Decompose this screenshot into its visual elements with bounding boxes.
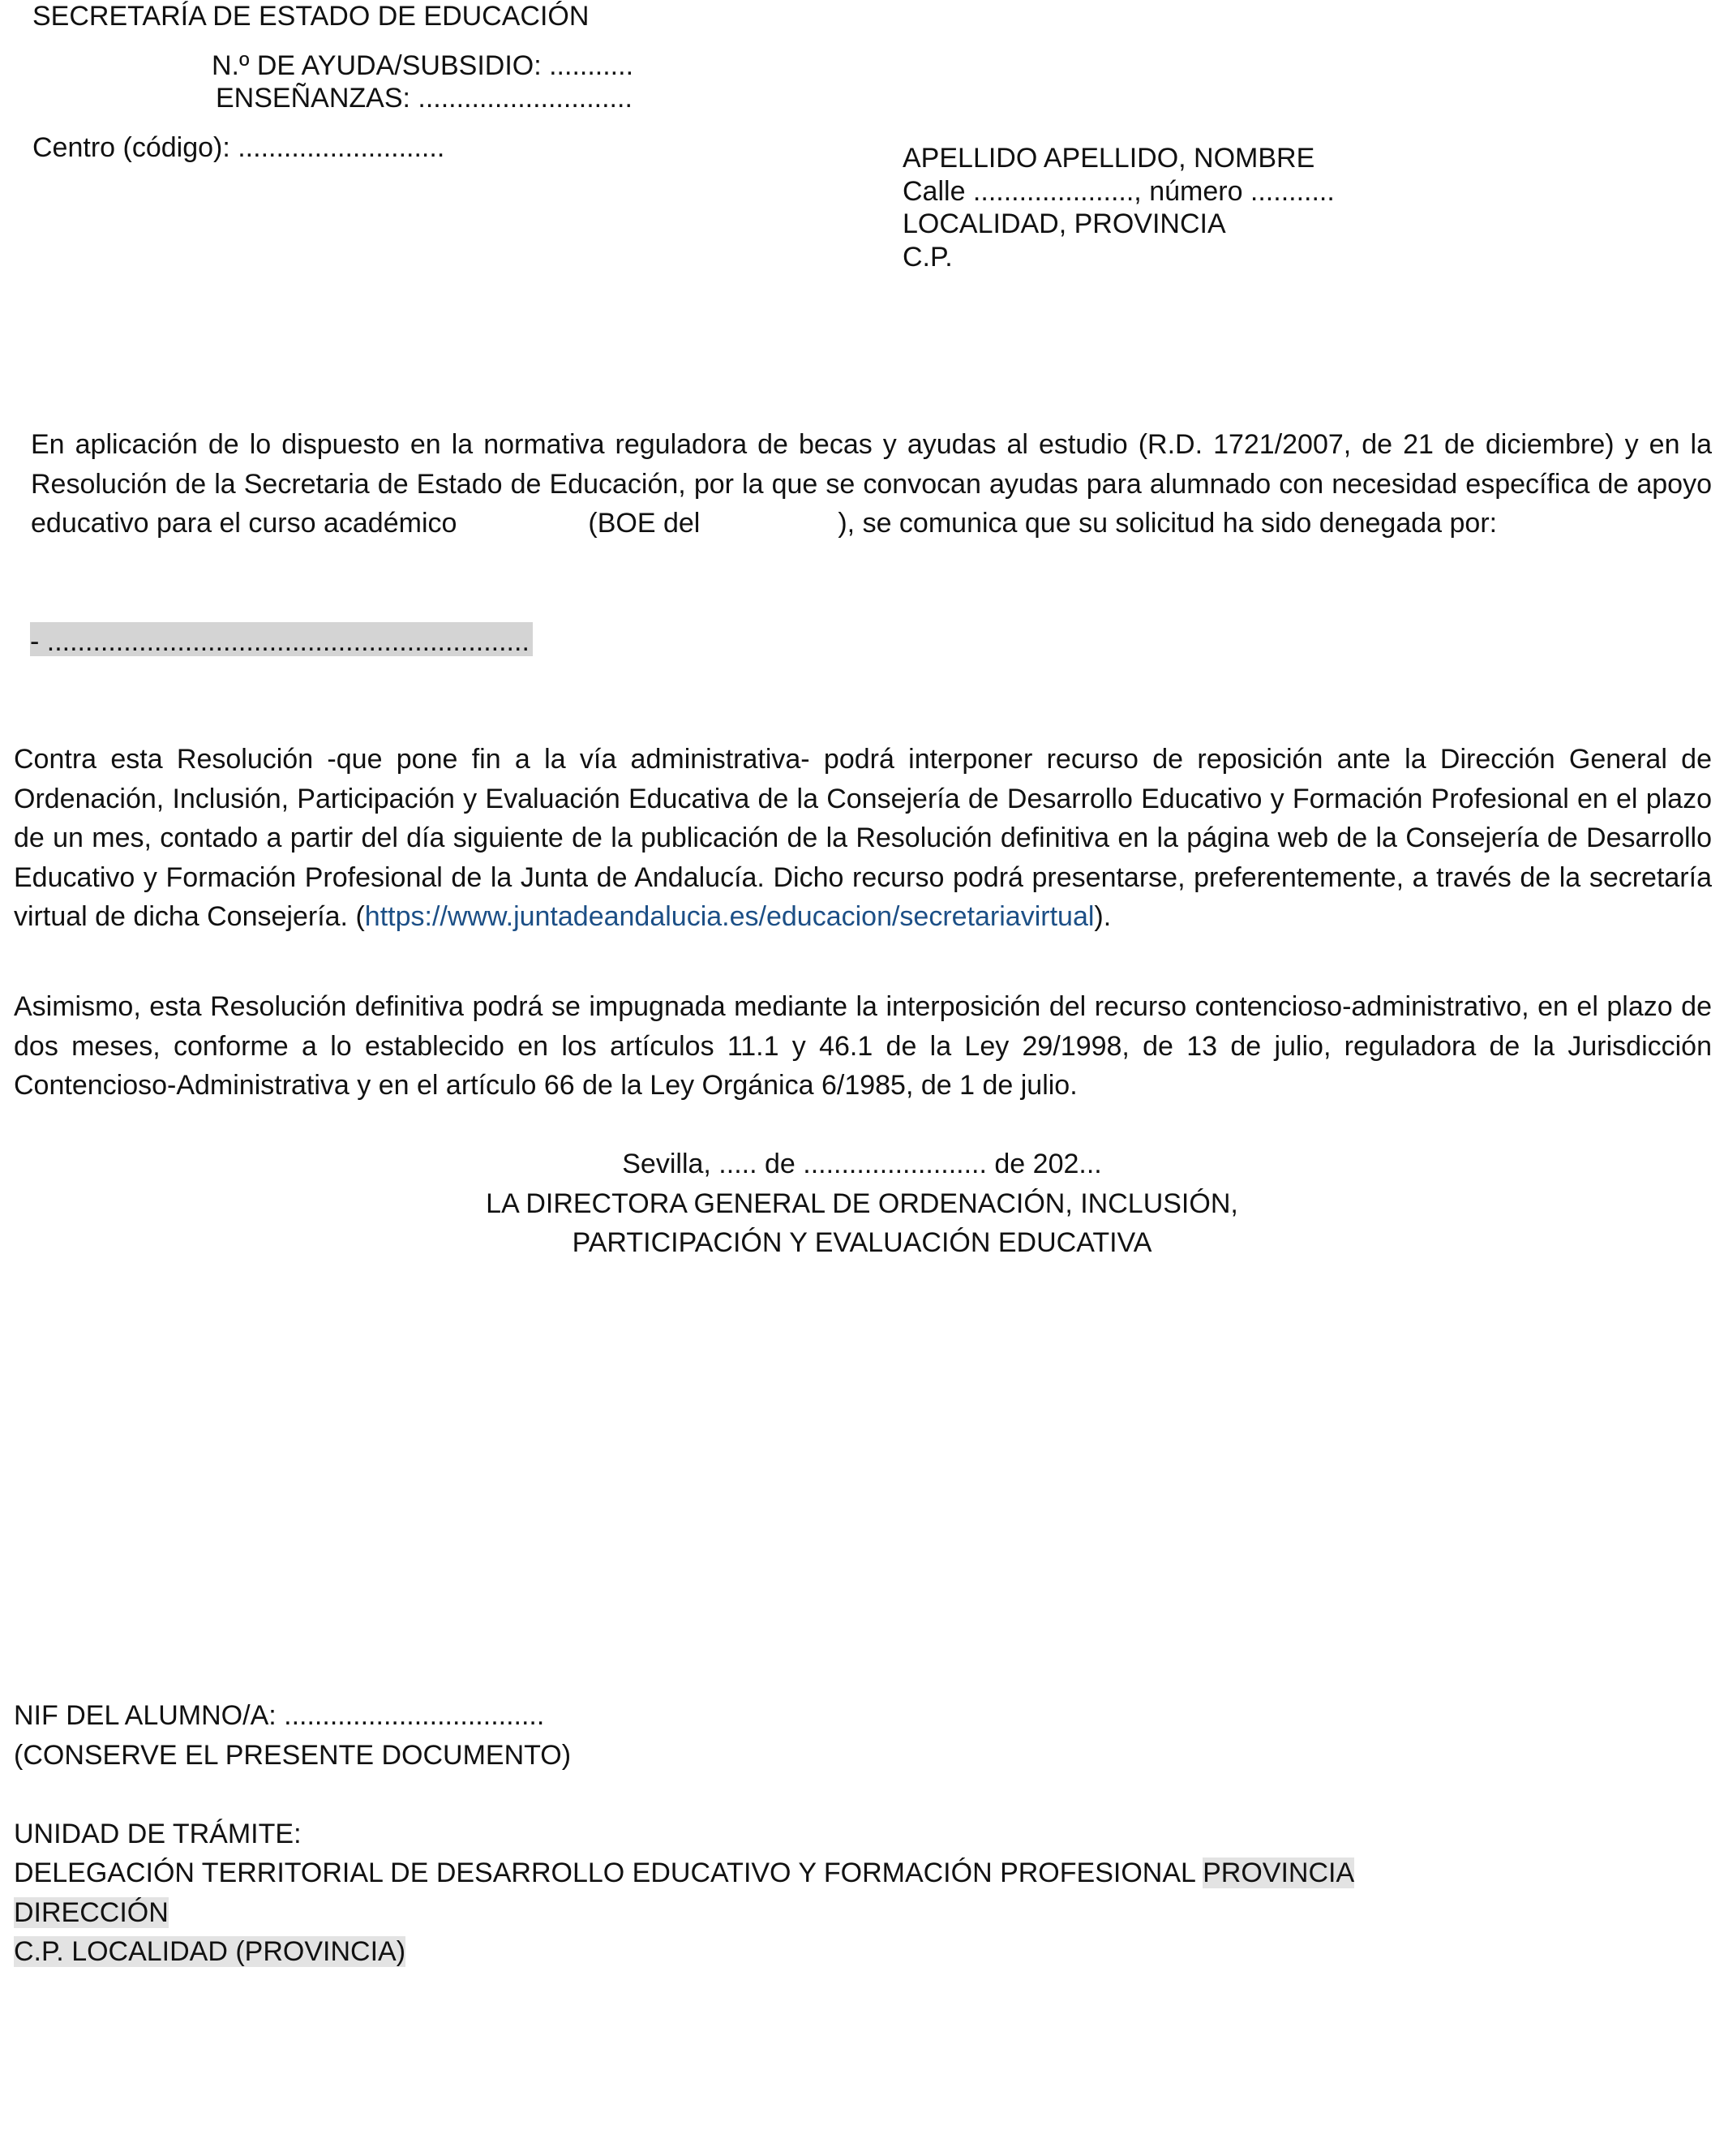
signatory-title-line2: PARTICIPACIÓN Y EVALUACIÓN EDUCATIVA bbox=[572, 1227, 1152, 1258]
appeal-text: Contra esta Resolución -que pone fin a la vía administrativa- podrá interponer recurso de reposición ante la Dirección General de Ordenación, Inclusión, Participación y Evaluación Educativa de la Consejería de Desarrollo Educativo y Formación Profesional en el plazo de un mes, contado a partir del día siguiente de la publicación de la Resolución definitiva en la página web de la Consejería de Desarrollo Educativo y Formación Profesional de la Junta de Andalucía. Dicho recurso podrá presentarse, preferentemente, a través de la secretaría virtual de dicha Consejería. ( bbox=[14, 744, 1712, 932]
delegation-province: PROVINCIA bbox=[1203, 1858, 1355, 1888]
ensenanzas-field: ENSEÑANZAS: ............................ bbox=[216, 83, 633, 114]
notice-text-part2: (BOE del bbox=[588, 508, 701, 539]
addressee-city: LOCALIDAD, PROVINCIA bbox=[903, 208, 1226, 239]
centro-code-field: Centro (código): ........................... bbox=[32, 132, 445, 163]
delegation-postal-city: C.P. LOCALIDAD (PROVINCIA) bbox=[14, 1936, 406, 1967]
delegation-line bbox=[14, 1853, 1354, 1893]
ayuda-number-field: N.º DE AYUDA/SUBSIDIO: ........... bbox=[212, 50, 634, 81]
place-and-date: Sevilla, ..... de ........................ de 202... bbox=[622, 1149, 1102, 1179]
addressee-block bbox=[903, 142, 1335, 273]
student-nif-field: NIF DEL ALUMNO/A: .................................. bbox=[14, 1700, 545, 1731]
addressee-street: Calle ....................., número ........... bbox=[903, 175, 1335, 207]
appeal-text-end: ). bbox=[1094, 901, 1112, 932]
processing-unit-label: UNIDAD DE TRÁMITE: bbox=[14, 1818, 302, 1849]
conserve-notice: (CONSERVE EL PRESENTE DOCUMENTO) bbox=[14, 1739, 572, 1771]
footer-block bbox=[14, 1696, 1354, 1972]
contentious-appeal-paragraph: Asimismo, esta Resolución definitiva podrá se impugnada mediante la interposición del recurso contencioso-administrativo, en el plazo de dos meses, conforme a lo establecido en los artículos 11.1 y 46.1 de la Ley 29/1998, de 13 de julio, reguladora de la Jurisdicción Contencioso-Administrativa y en el artículo 66 de la Ley Orgánica 6/1985, de 1 de julio. bbox=[14, 991, 1712, 1101]
delegation-address: DIRECCIÓN bbox=[14, 1896, 169, 1928]
delegation-name: DELEGACIÓN TERRITORIAL DE DESARROLLO EDUCATIVO Y FORMACIÓN PROFESIONAL bbox=[14, 1858, 1203, 1888]
denial-reason-field: - ............................................................... bbox=[30, 622, 533, 656]
secretaria-virtual-link[interactable]: https://www.juntadeandalucia.es/educacion/secretariavirtual bbox=[364, 901, 1095, 932]
issuing-organism: SECRETARÍA DE ESTADO DE EDUCACIÓN bbox=[32, 1, 590, 32]
addressee-postal-code: C.P. bbox=[903, 241, 953, 273]
addressee-name: APELLIDO APELLIDO, NOMBRE bbox=[903, 143, 1315, 174]
signature-block bbox=[0, 1145, 1724, 1263]
denial-notice-paragraph bbox=[31, 425, 1712, 543]
appeal-paragraph bbox=[14, 740, 1712, 937]
signatory-title-line1: LA DIRECTORA GENERAL DE ORDENACIÓN, INCLUSIÓN, bbox=[486, 1188, 1238, 1219]
notice-text-part1: En aplicación de lo dispuesto en la normativa reguladora de becas y ayudas al estudio (R.D. 1721/2007, de 21 de diciembre) y en la Resolución de la Secretaria de Estado de Educación, por la que se convocan ayudas para alumnado con necesidad específica de apoyo educativo para el curso académico bbox=[31, 429, 1712, 539]
notice-text-part3: ), se comunica que su solicitud ha sido denegada por: bbox=[838, 508, 1498, 539]
